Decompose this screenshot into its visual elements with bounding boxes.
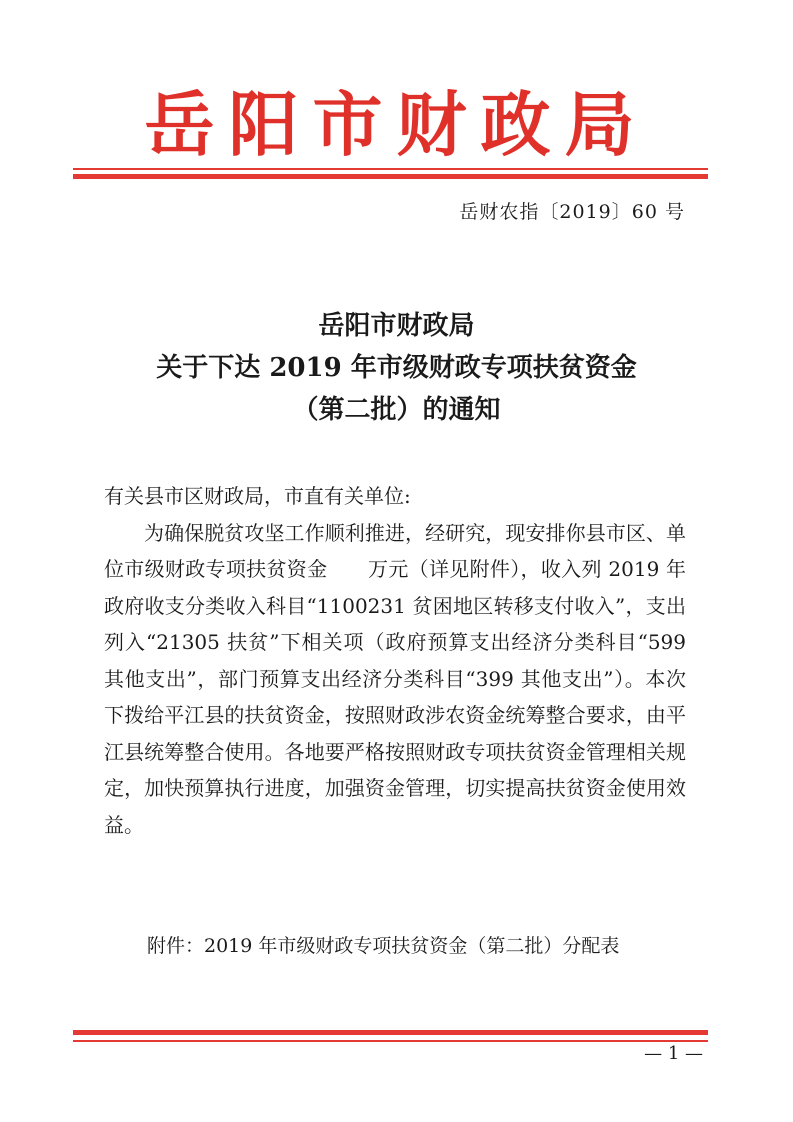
title-line-3: （第二批）的通知	[292, 395, 501, 425]
title-line-1: 岳阳市财政局	[318, 311, 475, 341]
letterhead-rule-thick	[73, 174, 708, 179]
title-line-2: 关于下达 2019 年市级财政专项扶贫资金	[156, 353, 637, 383]
document-number: 岳财农指〔2019〕60 号	[459, 201, 685, 223]
notice-body	[104, 478, 686, 843]
letterhead-rule-thin	[73, 168, 708, 170]
notice-title	[0, 305, 793, 431]
footer-rule-thick	[73, 1030, 708, 1035]
page-number: — 1 —	[644, 1043, 703, 1064]
attachment-line: 附件：2019 年市级财政专项扶贫资金（第二批）分配表	[147, 935, 620, 957]
addressee: 有关县市区财政局，市直有关单位:	[104, 484, 411, 508]
footer-rule-thin	[73, 1040, 708, 1042]
agency-letterhead: 岳阳市财政局	[144, 83, 649, 166]
body-paragraph: 为确保脱贫攻坚工作顺利推进，经研究，现安排你县市区、单位市级财政专项扶贫资金 万元（详见附件），收入列 2019 年政府收支分类收入科目“1100231 贫困地区转移支付收入”，支出列入“21305 扶贫”下相关项（政府预算支出经济分类科目“599 其他支出”，部门预算支出经济分类科目“399 其他支出”）。本次下拨给平江县的扶贫资金，按照财政涉农资金统筹整合要求，由平江县统筹整合使用。各地要严格按照财政专项扶贫资金管理相关规定，加快预算执行进度，加强资金管理，切实提高扶贫资金使用效益。	[104, 520, 686, 837]
